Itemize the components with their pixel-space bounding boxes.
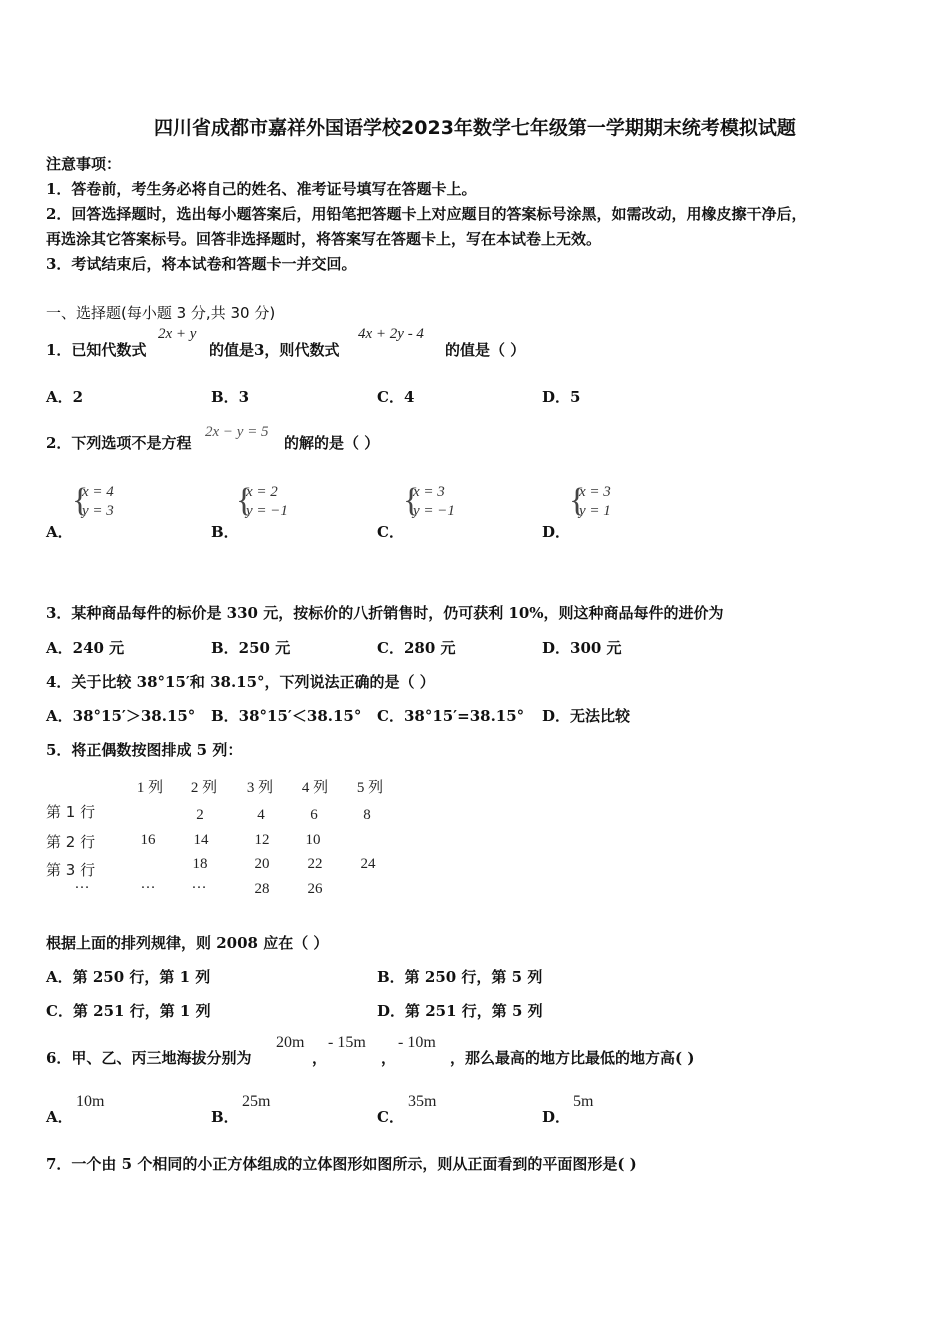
q2-option-a-label: A． (46, 523, 73, 541)
q6-text-post: ，那么最高的地方比最低的地方高( ) (450, 1049, 695, 1067)
q6-option-b-value: 25m (242, 1093, 271, 1110)
table-cell: 18 (192, 856, 208, 872)
notice-item: 1．答卷前，考生务必将自己的姓名、准考证号填写在答题卡上。 (46, 180, 477, 198)
q1-option-b: B．3 (211, 388, 250, 406)
table-cell: 26 (307, 881, 323, 897)
q2-option-a-system (72, 482, 142, 522)
q2-option-c-label: C． (377, 523, 404, 541)
q6-altitude-3: - 10m (398, 1034, 436, 1051)
q2-text-post: 的解的是（ ） (284, 434, 380, 452)
system-line-1: x = 4 (82, 484, 114, 500)
table-col-header: 4 列 (301, 780, 329, 796)
q2-equation: 2x − y = 5 (205, 424, 269, 440)
q1-text-post: 的值是（ ） (445, 341, 526, 359)
q2-option-b-label: B． (211, 523, 239, 541)
section-heading: 一、选择题(每小题 3 分,共 30 分) (46, 304, 276, 322)
q1-expression-1: 2x + y (158, 326, 197, 342)
q4-option-a: A．38°15′＞38.15° (46, 707, 196, 725)
table-cell: … (191, 876, 207, 892)
q1-option-d: D．5 (542, 388, 581, 406)
system-line-2: y = −1 (246, 503, 288, 519)
q6-separator: ， (312, 1049, 328, 1067)
q5-option-c: C．第 251 行，第 1 列 (46, 1002, 211, 1020)
q5-question: 根据上面的排列规律，则 2008 应在（ ） (46, 934, 329, 952)
q4-text: 4．关于比较 38°15′和 38.15°，下列说法正确的是（ ） (46, 673, 435, 691)
q3-option-b: B．250 元 (211, 639, 291, 657)
table-col-header: 1 列 (136, 780, 164, 796)
table-col-header: 2 列 (190, 780, 218, 796)
q6-option-d-value: 5m (573, 1093, 594, 1110)
q2-option-d-system (569, 482, 639, 522)
q4-option-b: B．38°15′＜38.15° (211, 707, 362, 725)
table-cell: 12 (254, 832, 270, 848)
q1-text-pre: 1．已知代数式 (46, 341, 147, 359)
q3-option-a: A．240 元 (46, 639, 125, 657)
notice-heading: 注意事项： (46, 155, 122, 173)
q2-text-pre: 2．下列选项不是方程 (46, 434, 192, 452)
q3-option-c: C．280 元 (377, 639, 456, 657)
table-cell: … (140, 876, 156, 892)
q2-option-c-system (403, 482, 483, 522)
q6-option-a-value: 10m (76, 1093, 105, 1110)
system-line-2: y = 1 (579, 503, 611, 519)
table-col-header: 5 列 (356, 780, 384, 796)
table-cell: 10 (305, 832, 321, 848)
system-line-2: y = 3 (82, 503, 114, 519)
system-line-1: x = 3 (413, 484, 445, 500)
q6-option-c-label: C． (377, 1108, 404, 1126)
table-cell: 14 (193, 832, 209, 848)
q1-option-c: C．4 (377, 388, 415, 406)
table-row-label: 第 2 行 (46, 833, 96, 851)
q4-option-d: D．无法比较 (542, 707, 631, 725)
notice-item: 3．考试结束后，将本试卷和答题卡一并交回。 (46, 255, 357, 273)
q1-expression-2: 4x + 2y - 4 (358, 326, 424, 342)
brace-symbol: { (569, 482, 586, 519)
table-row-label: … (74, 876, 90, 892)
system-line-1: x = 2 (246, 484, 278, 500)
system-line-2: y = −1 (413, 503, 455, 519)
table-cell: 20 (254, 856, 270, 872)
q6-option-c-value: 35m (408, 1093, 437, 1110)
brace-symbol: { (403, 482, 420, 519)
q4-option-c: C．38°15′=38.15° (377, 707, 525, 725)
table-cell: 28 (254, 881, 270, 897)
q6-option-d-label: D． (542, 1108, 571, 1126)
table-cell: 6 (310, 807, 318, 823)
q5-option-a: A．第 250 行，第 1 列 (46, 968, 211, 986)
brace-symbol: { (72, 482, 89, 519)
q1-text-mid: 的值是3，则代数式 (209, 341, 340, 359)
brace-symbol: { (236, 482, 253, 519)
q3-option-d: D．300 元 (542, 639, 622, 657)
table-cell: 16 (140, 832, 156, 848)
table-cell: 2 (196, 807, 204, 823)
q2-option-d-label: D． (542, 523, 571, 541)
notice-item: 2．回答选择题时，选出每小题答案后，用铅笔把答题卡上对应题目的答案标号涂黑，如需改动，用橡皮擦干净后， (46, 205, 807, 223)
q3-text: 3．某种商品每件的标价是 330 元，按标价的八折销售时，仍可获利 10%，则这种商品每件的进价为 (46, 604, 724, 622)
q5-option-b: B．第 250 行，第 5 列 (377, 968, 543, 986)
table-cell: 24 (360, 856, 376, 872)
system-line-1: x = 3 (579, 484, 611, 500)
table-cell: 8 (363, 807, 371, 823)
q5-text: 5．将正偶数按图排成 5 列： (46, 741, 243, 759)
notice-item: 再选涂其它答案标号。回答非选择题时，将答案写在答题卡上，写在本试卷上无效。 (46, 230, 602, 248)
q7-text: 7．一个由 5 个相同的小正方体组成的立体图形如图所示，则从正面看到的平面图形是( ) (46, 1155, 637, 1173)
q2-option-b-system (236, 482, 316, 522)
q6-altitude-1: 20m (276, 1034, 305, 1051)
table-cell: 4 (257, 807, 265, 823)
table-row-label: 第 3 行 (46, 861, 96, 879)
q6-altitude-2: - 15m (328, 1034, 366, 1051)
table-col-header: 3 列 (246, 780, 274, 796)
table-cell: 22 (307, 856, 323, 872)
q6-option-b-label: B． (211, 1108, 239, 1126)
q6-separator: ， (381, 1049, 397, 1067)
q5-option-d: D．第 251 行，第 5 列 (377, 1002, 543, 1020)
q6-text-pre: 6．甲、乙、丙三地海拔分别为 (46, 1049, 252, 1067)
q6-option-a-label: A． (46, 1108, 73, 1126)
table-row-label: 第 1 行 (46, 803, 96, 821)
q1-option-a: A．2 (46, 388, 84, 406)
page-title: 四川省成都市嘉祥外国语学校2023年数学七年级第一学期期末统考模拟试题 (154, 117, 796, 139)
